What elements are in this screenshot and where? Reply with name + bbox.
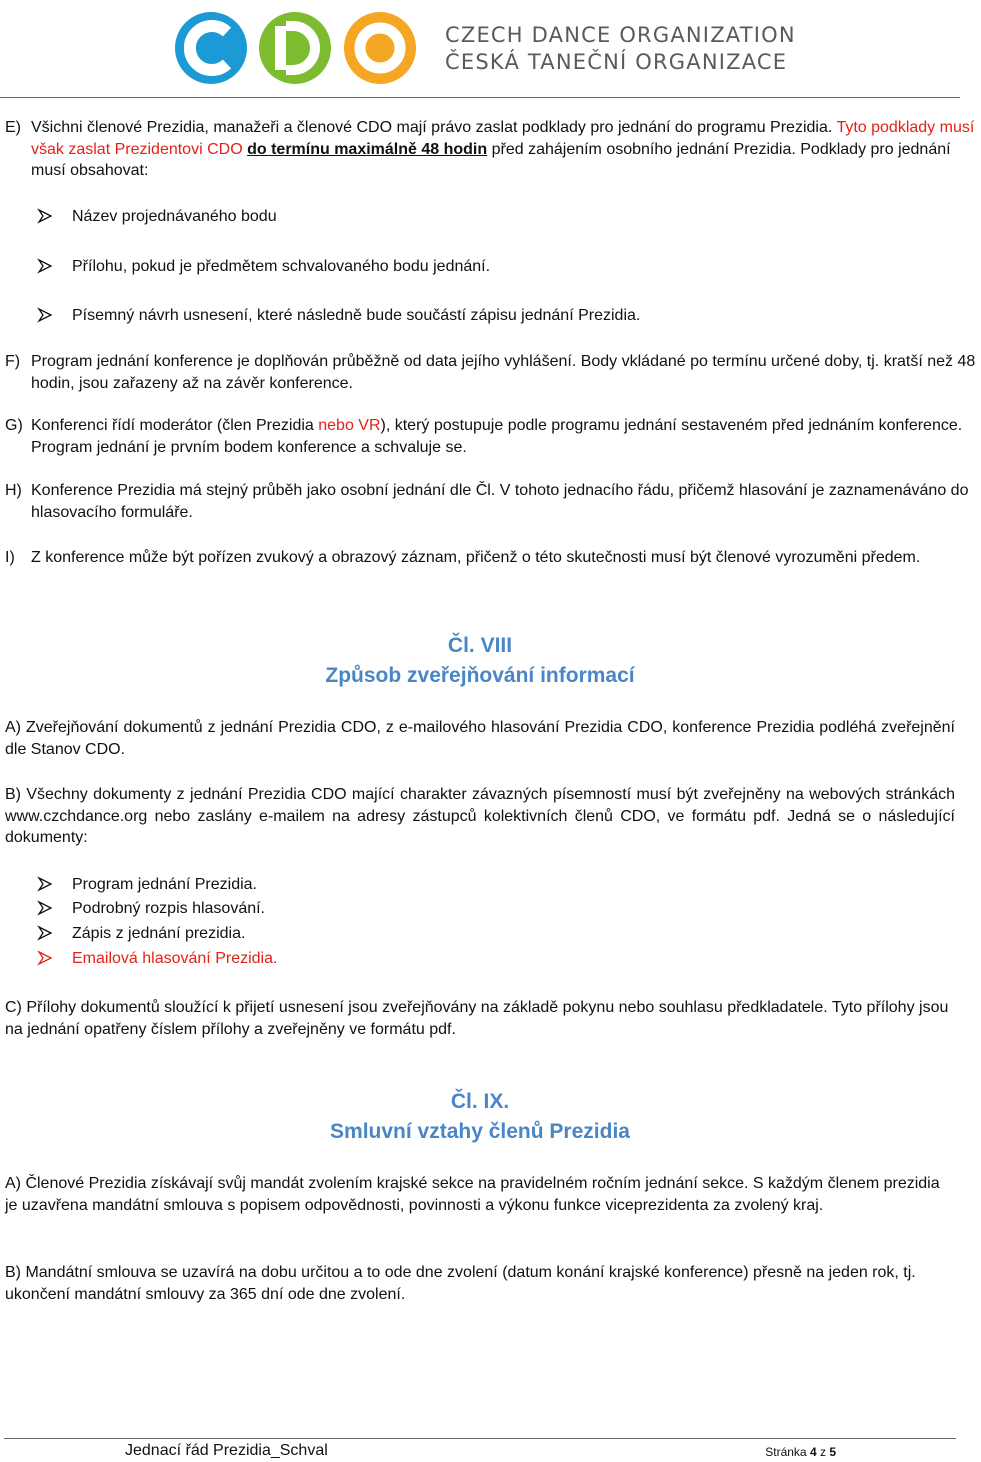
list-item-text: Přílohu, pokud je předmětem schvalovaného bodu jednání.	[72, 258, 491, 275]
paragraph-text: Konference Prezidia má stejný průběh jako osobní jednání dle Čl. V tohoto jednacího řádu, přičemž hlasování je zaznamenáváno do hlasovacího formuláře.	[31, 482, 969, 521]
page-prefix: Stránka	[765, 1445, 807, 1459]
arrow-bullet-icon	[38, 308, 52, 322]
arrow-bullet-icon	[38, 259, 52, 273]
org-name-cz: ČESKÁ TANEČNÍ ORGANIZACE	[445, 50, 788, 74]
list-item-text: Zápis z jednání prezidia.	[72, 925, 246, 942]
section-number: Čl. VIII	[447, 634, 513, 657]
paragraph-text: Program jednání konference je doplňován průběžně od data jejího vyhlášení. Body vkládané po termínu určené doby, tj. kratší než 48 hodin, jsou zařazeny až na závěr konference.	[31, 353, 976, 392]
list-item-text: Písemný návrh usnesení, které následně bude součástí zápisu jednání Prezidia.	[72, 307, 641, 324]
page-header	[0, 0, 960, 98]
paragraph-f	[5, 351, 981, 394]
section-title: Způsob zveřejňování informací	[325, 664, 635, 687]
list-item-text: Název projednávaného bodu	[72, 208, 277, 225]
paragraph-label: H)	[5, 482, 22, 499]
paragraph-9b: B) Mandátní smlouva se uzavírá na dobu určitou a to ode dne zvolení (datum konání krajské konference) přesně na jeden rok, tj. ukončení mandátní smlouvy za 365 dní ode dne zvolení.	[5, 1264, 916, 1303]
section-number: Čl. IX.	[450, 1090, 510, 1113]
list-item-text: Podrobný rozpis hlasování.	[72, 900, 265, 917]
list-item-text: Emailová hlasování Prezidia.	[72, 950, 278, 967]
footer-divider	[4, 1438, 956, 1439]
paragraph-text: před zahájením osobního jednání Prezidia. Podklady pro jednání musí obsahovat:	[31, 140, 951, 179]
page-number	[765, 1445, 836, 1459]
document-title: Jednací řád Prezidia_Schval	[125, 1442, 328, 1459]
paragraph-g	[5, 415, 981, 458]
list-item-text: Program jednání Prezidia.	[72, 876, 257, 893]
header-divider	[0, 97, 960, 98]
paragraph-text: ), který postupuje podle programu jednání sestaveném před jednáním konference. Program jednání je prvním bodem konference a schvaluje se.	[31, 417, 963, 456]
paragraph-label: G)	[5, 417, 23, 434]
red-text: nebo VR	[318, 417, 381, 434]
paragraph-9a: A) Členové Prezidia získávají svůj mandát zvolením krajské sekce na pravidelném ročním jednání sekce. S každým členem prezidia je uzavřena mandátní smlouva s popisem odpovědnosti, povinnosti a výkonu funkce viceprezidenta za zvolený kraj.	[5, 1175, 940, 1214]
arrow-bullet-icon	[38, 901, 52, 915]
paragraph-label: F)	[5, 353, 21, 370]
paragraph-text: Všichni členové Prezidia, manažeři a členové CDO mají právo zaslat podklady pro jednání do programu Prezidia.	[31, 119, 833, 136]
paragraph-label: I)	[5, 549, 15, 566]
paragraph-e	[5, 117, 981, 182]
page-total: 5	[829, 1445, 836, 1459]
red-text: Tyto podklady musí však zaslat Prezidentovi CDO	[31, 119, 975, 158]
paragraph-h	[5, 480, 981, 523]
arrow-bullet-icon	[38, 877, 52, 891]
paragraph-label: E)	[5, 119, 21, 136]
paragraph-i	[5, 547, 981, 569]
cdo-logo	[175, 10, 420, 86]
arrow-bullet-icon	[38, 209, 52, 223]
org-name-en: CZECH DANCE ORGANIZATION	[445, 23, 796, 47]
page-separator: z	[819, 1445, 826, 1459]
paragraph-8c: C) Přílohy dokumentů sloužící k přijetí usnesení jsou zveřejňovány na základě pokynu nebo souhlasu předkladatele. Tyto přílohy jsou na jednání opatřeny číslem přílohy a zveřejněny ve formátu pdf.	[5, 999, 949, 1038]
paragraph-8b: B) Všechny dokumenty z jednání Prezidia CDO mající charakter závazných písemností musí být zveřejněny na webových stránkách www.czchdance.org nebo zaslány e-mailem na adresy zástupců kolektivních členů CDO, ve formátu pdf. Jedná se o následující dokumenty:	[5, 786, 955, 846]
paragraph-8a: A) Zveřejňování dokumentů z jednání Prezidia CDO, z e-mailového hlasování Prezidia CDO, konference Prezidia podléhá zveřejnění dle Stanov CDO.	[5, 719, 955, 758]
arrow-bullet-icon	[38, 926, 52, 940]
paragraph-text: Konferenci řídí moderátor (člen Prezidia	[31, 417, 314, 434]
section-title: Smluvní vztahy členů Prezidia	[330, 1120, 630, 1143]
deadline-emphasis: do termínu maximálně 48 hodin	[247, 140, 488, 158]
arrow-bullet-icon	[38, 951, 52, 965]
page-current: 4	[809, 1445, 817, 1459]
paragraph-text: Z konference může být pořízen zvukový a obrazový záznam, přičenž o této skutečnosti musí být členové vyrozuměni předem.	[31, 549, 921, 566]
